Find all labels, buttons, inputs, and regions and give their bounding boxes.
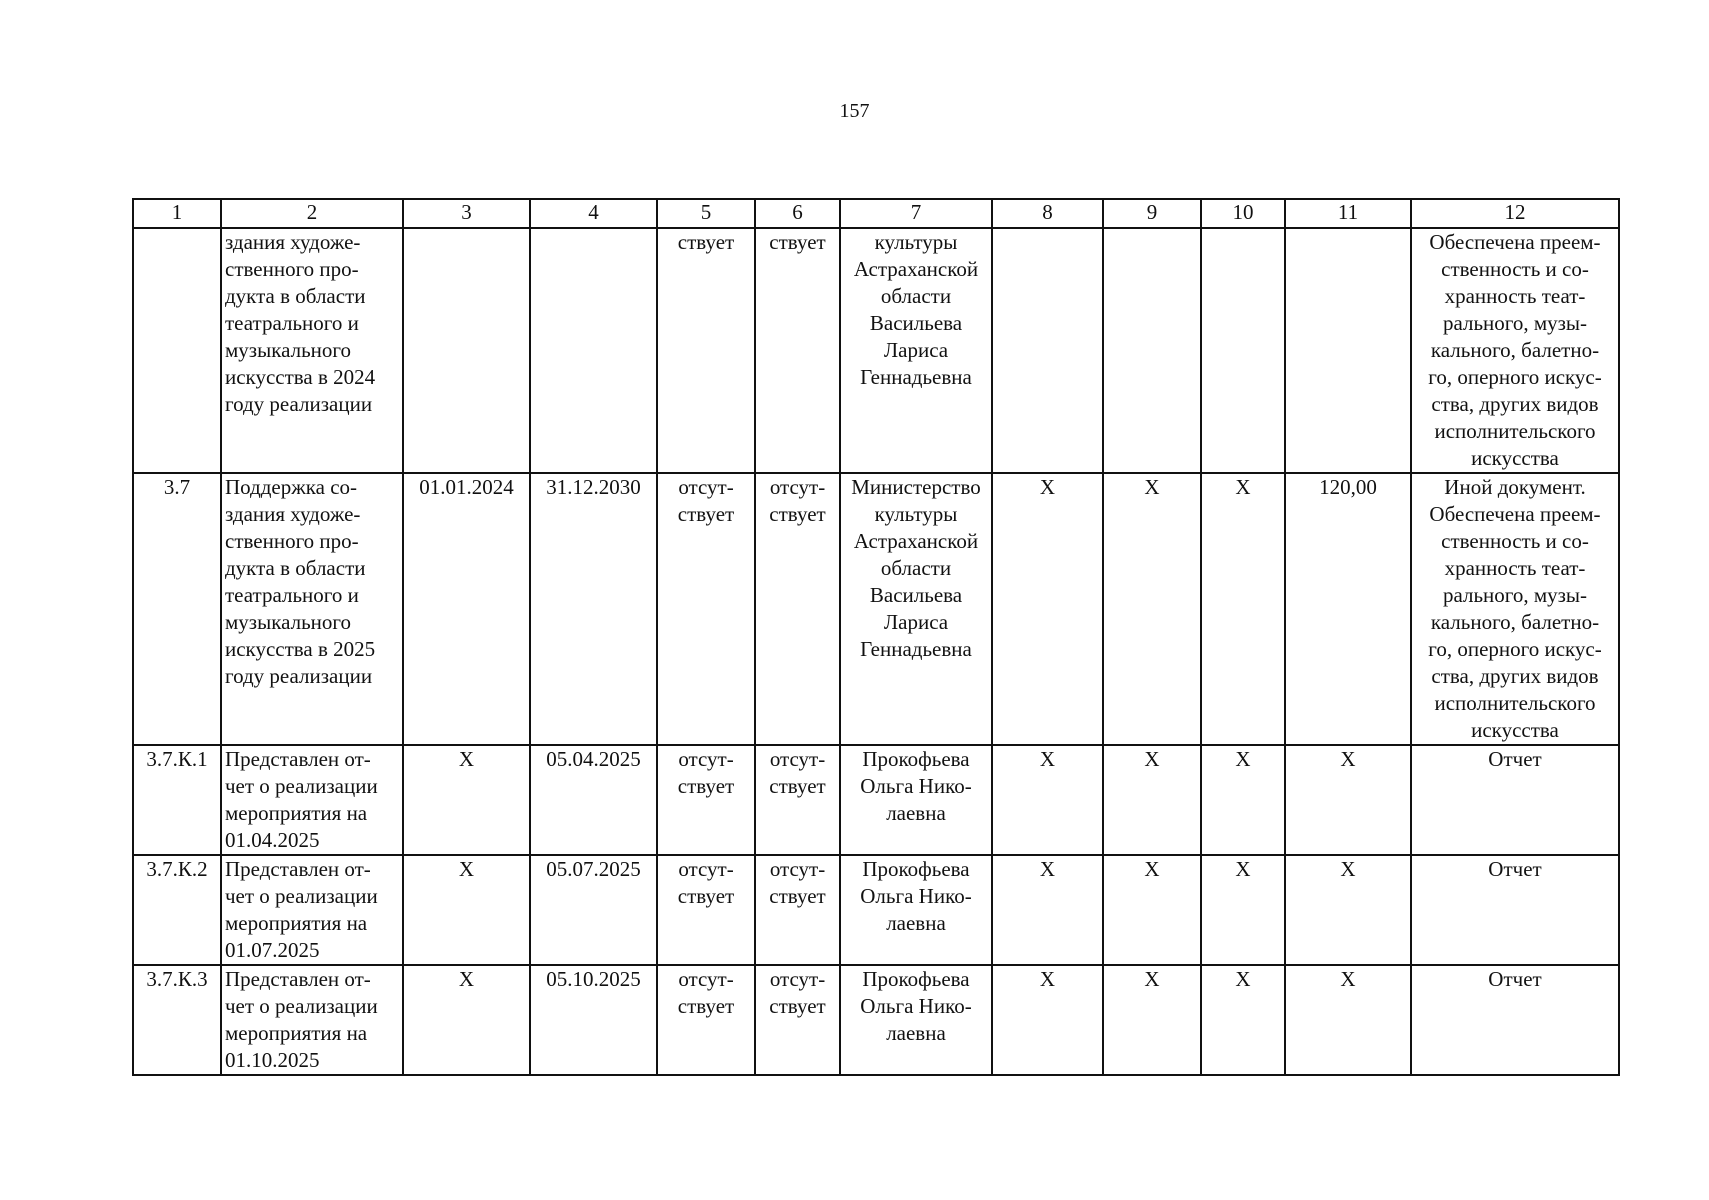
cell-result: Отчет <box>1411 745 1619 855</box>
cell-end-date <box>530 228 657 473</box>
cell-col10: X <box>1201 745 1285 855</box>
table-row <box>133 745 1619 855</box>
cell-result: Иной документ. Обеспечена преем- ственность и со- хранность теат- рального, музы- кального, балетно- го, оперного искус- ства, других видов исполнительского искусства <box>1411 473 1619 745</box>
column-header: 5 <box>657 199 755 228</box>
column-header: 9 <box>1103 199 1201 228</box>
cell-col11 <box>1285 228 1411 473</box>
cell-col6: ствует <box>755 228 840 473</box>
cell-col5: отсут- ствует <box>657 473 755 745</box>
cell-col6: отсут- ствует <box>755 745 840 855</box>
plan-table <box>132 198 1620 1076</box>
cell-col9 <box>1103 228 1201 473</box>
cell-responsible: Прокофьева Ольга Нико- лаевна <box>840 855 992 965</box>
cell-col11: X <box>1285 745 1411 855</box>
cell-col10 <box>1201 228 1285 473</box>
cell-col9: X <box>1103 745 1201 855</box>
cell-end-date: 31.12.2030 <box>530 473 657 745</box>
column-header: 4 <box>530 199 657 228</box>
header-row <box>133 199 1619 228</box>
cell-col9: X <box>1103 473 1201 745</box>
column-header: 3 <box>403 199 530 228</box>
column-header: 12 <box>1411 199 1619 228</box>
cell-col11: X <box>1285 855 1411 965</box>
cell-result: Отчет <box>1411 965 1619 1075</box>
cell-number: 3.7.К.2 <box>133 855 221 965</box>
cell-description: Представлен от- чет о реализации мероприятия на 01.04.2025 <box>221 745 403 855</box>
cell-col8: X <box>992 745 1103 855</box>
cell-col8 <box>992 228 1103 473</box>
cell-description: Представлен от- чет о реализации мероприятия на 01.10.2025 <box>221 965 403 1075</box>
cell-col5: отсут- ствует <box>657 855 755 965</box>
cell-start-date: 01.01.2024 <box>403 473 530 745</box>
cell-responsible: Прокофьева Ольга Нико- лаевна <box>840 745 992 855</box>
cell-responsible: Министерство культуры Астраханской области Васильева Лариса Геннадьевна <box>840 473 992 745</box>
cell-end-date: 05.10.2025 <box>530 965 657 1075</box>
cell-col11: X <box>1285 965 1411 1075</box>
cell-col10: X <box>1201 965 1285 1075</box>
cell-col5: отсут- ствует <box>657 745 755 855</box>
cell-col11: 120,00 <box>1285 473 1411 745</box>
cell-result: Обеспечена преем- ственность и со- хранность теат- рального, музы- кального, балетно- го, оперного искус- ства, других видов исполнительского искусства <box>1411 228 1619 473</box>
column-header: 1 <box>133 199 221 228</box>
cell-col9: X <box>1103 855 1201 965</box>
column-header: 8 <box>992 199 1103 228</box>
cell-col8: X <box>992 855 1103 965</box>
cell-number <box>133 228 221 473</box>
column-header: 10 <box>1201 199 1285 228</box>
cell-start-date: X <box>403 965 530 1075</box>
column-header: 11 <box>1285 199 1411 228</box>
table-row <box>133 228 1619 473</box>
cell-number: 3.7.К.1 <box>133 745 221 855</box>
cell-col6: отсут- ствует <box>755 855 840 965</box>
cell-responsible: Прокофьева Ольга Нико- лаевна <box>840 965 992 1075</box>
cell-result: Отчет <box>1411 855 1619 965</box>
table-row <box>133 855 1619 965</box>
column-header: 6 <box>755 199 840 228</box>
cell-number: 3.7 <box>133 473 221 745</box>
page-number: 157 <box>839 100 870 122</box>
cell-col5: ствует <box>657 228 755 473</box>
cell-start-date: X <box>403 855 530 965</box>
table-row <box>133 473 1619 745</box>
cell-col9: X <box>1103 965 1201 1075</box>
cell-end-date: 05.04.2025 <box>530 745 657 855</box>
cell-col10: X <box>1201 473 1285 745</box>
cell-col6: отсут- ствует <box>755 965 840 1075</box>
cell-description: здания художе- ственного про- дукта в области театрального и музыкального искусства в 2024 году реализации <box>221 228 403 473</box>
cell-col8: X <box>992 965 1103 1075</box>
column-header: 2 <box>221 199 403 228</box>
cell-col6: отсут- ствует <box>755 473 840 745</box>
column-header: 7 <box>840 199 992 228</box>
cell-end-date: 05.07.2025 <box>530 855 657 965</box>
cell-description: Представлен от- чет о реализации мероприятия на 01.07.2025 <box>221 855 403 965</box>
cell-col10: X <box>1201 855 1285 965</box>
cell-col5: отсут- ствует <box>657 965 755 1075</box>
cell-description: Поддержка со- здания художе- ственного про- дукта в области театрального и музыкального искусства в 2025 году реализации <box>221 473 403 745</box>
cell-responsible: культуры Астраханской области Васильева Лариса Геннадьевна <box>840 228 992 473</box>
table-row <box>133 965 1619 1075</box>
cell-start-date: X <box>403 745 530 855</box>
cell-col8: X <box>992 473 1103 745</box>
cell-number: 3.7.К.3 <box>133 965 221 1075</box>
cell-start-date <box>403 228 530 473</box>
